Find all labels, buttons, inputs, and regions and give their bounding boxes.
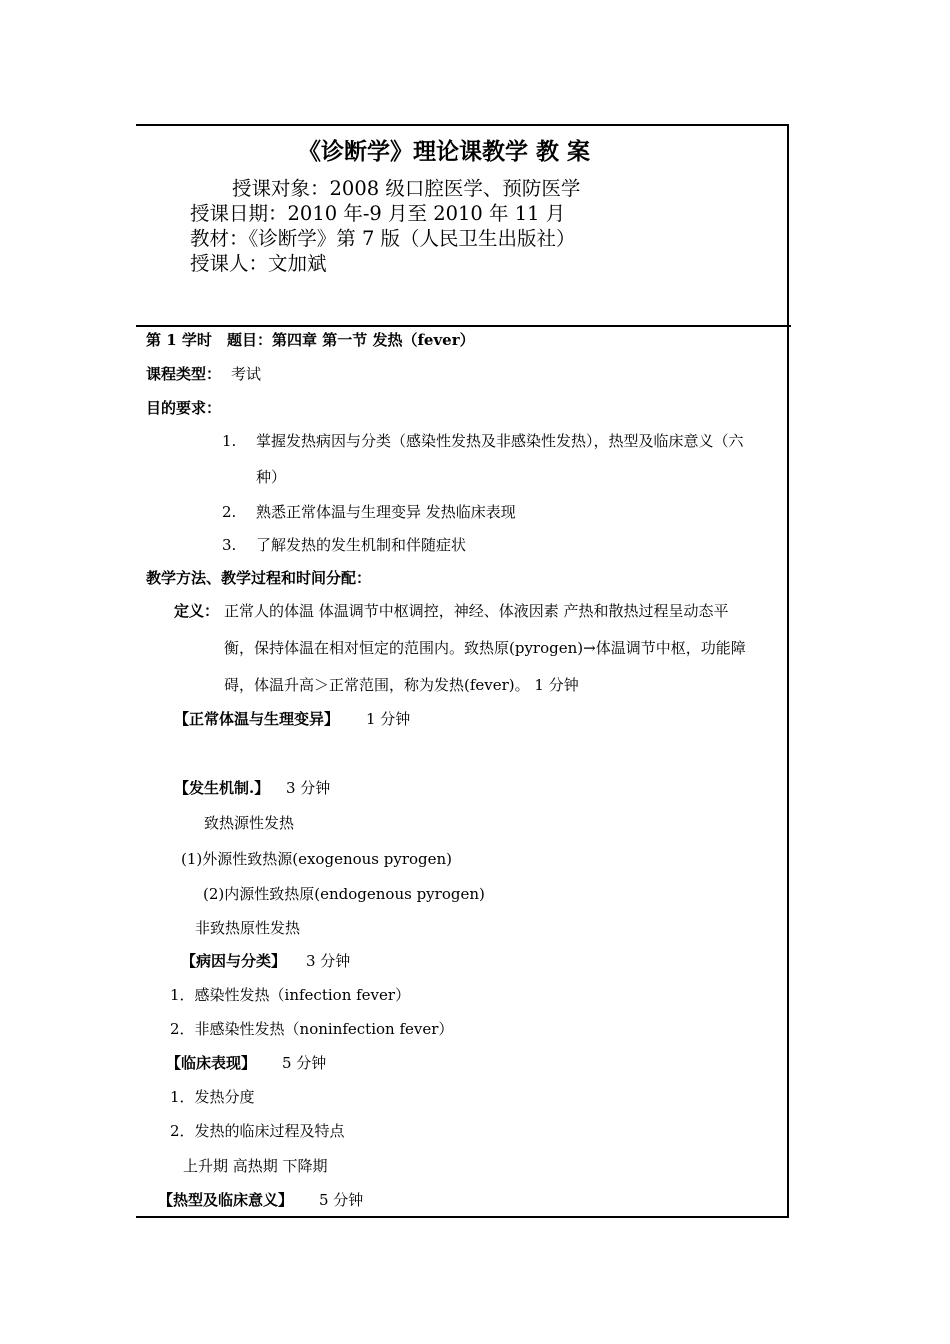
lesson-topic: 题目：第四章 第一节 发热（fever） [227,331,475,349]
goal-text-continued: 种） [256,468,287,486]
goal-number: 2. [222,503,237,521]
section-time: 3 分钟 [286,779,331,797]
course-date: 授课日期：2010 年-9 月至 2010 年 11 月 [190,202,566,225]
teacher: 授课人：文加斌 [190,252,327,275]
course-type-label: 课程类型： [146,365,222,383]
page-title: 《诊断学》理论课教学 教 案 [298,139,591,165]
goals-label: 目的要求： [146,399,222,417]
goal-text: 了解发热的发生机制和伴随症状 [256,536,467,554]
goal-text: 熟悉正常体温与生理变异 发热临床表现 [256,503,516,521]
section-heading: 【热型及临床意义】 [158,1191,294,1209]
mechanism-item: 致热源性发热 [204,814,295,832]
definition-text: 正常人的体温 体温调节中枢调控，神经、体液因素 产热和散热过程呈动态平 [224,602,729,620]
goal-number: 3. [222,536,237,554]
course-type-value: 考试 [231,365,262,383]
goal-number: 1. [222,432,237,450]
section-time: 5 分钟 [319,1191,364,1209]
goal-text: 掌握发热病因与分类（感染性发热及非感染性发热），热型及临床意义（六 [256,432,744,450]
textbook: 教材：《诊断学》第 7 版（人民卫生出版社） [190,227,576,250]
section-heading: 【发生机制.】 [174,779,270,797]
header-divider [136,325,791,327]
lesson-period: 第 1 学时 [146,331,212,349]
section-heading: 【正常体温与生理变异】 [174,710,340,728]
definition-text: 衡，保持体温在相对恒定的范围内。致热原(pyrogen)→体温调节中枢，功能障 [224,639,746,657]
section-heading: 【病因与分类】 [181,952,287,970]
mechanism-item: (2)内源性致热原(endogenous pyrogen) [203,885,485,903]
cause-item: 1．感染性发热（infection fever） [170,986,411,1004]
course-target: 授课对象：2008 级口腔医学、预防医学 [232,177,581,200]
section-time: 3 分钟 [306,952,351,970]
mechanism-item: (1)外源性致热源(exogenous pyrogen) [181,850,453,868]
definition-label: 定义： [174,602,220,620]
clinical-item: 上升期 高热期 下降期 [183,1157,328,1175]
section-time: 1 分钟 [366,710,411,728]
mechanism-item: 非致热原性发热 [195,919,301,937]
definition-text: 碍，体温升高＞正常范围，称为发热(fever)。 1 分钟 [224,676,579,694]
method-label: 教学方法、教学过程和时间分配： [146,569,372,587]
section-heading: 【临床表现】 [166,1054,257,1072]
section-time: 5 分钟 [282,1054,327,1072]
clinical-item: 2．发热的临床过程及特点 [170,1122,345,1140]
clinical-item: 1．发热分度 [170,1088,255,1106]
cause-item: 2．非感染性发热（noninfection fever） [170,1020,454,1038]
